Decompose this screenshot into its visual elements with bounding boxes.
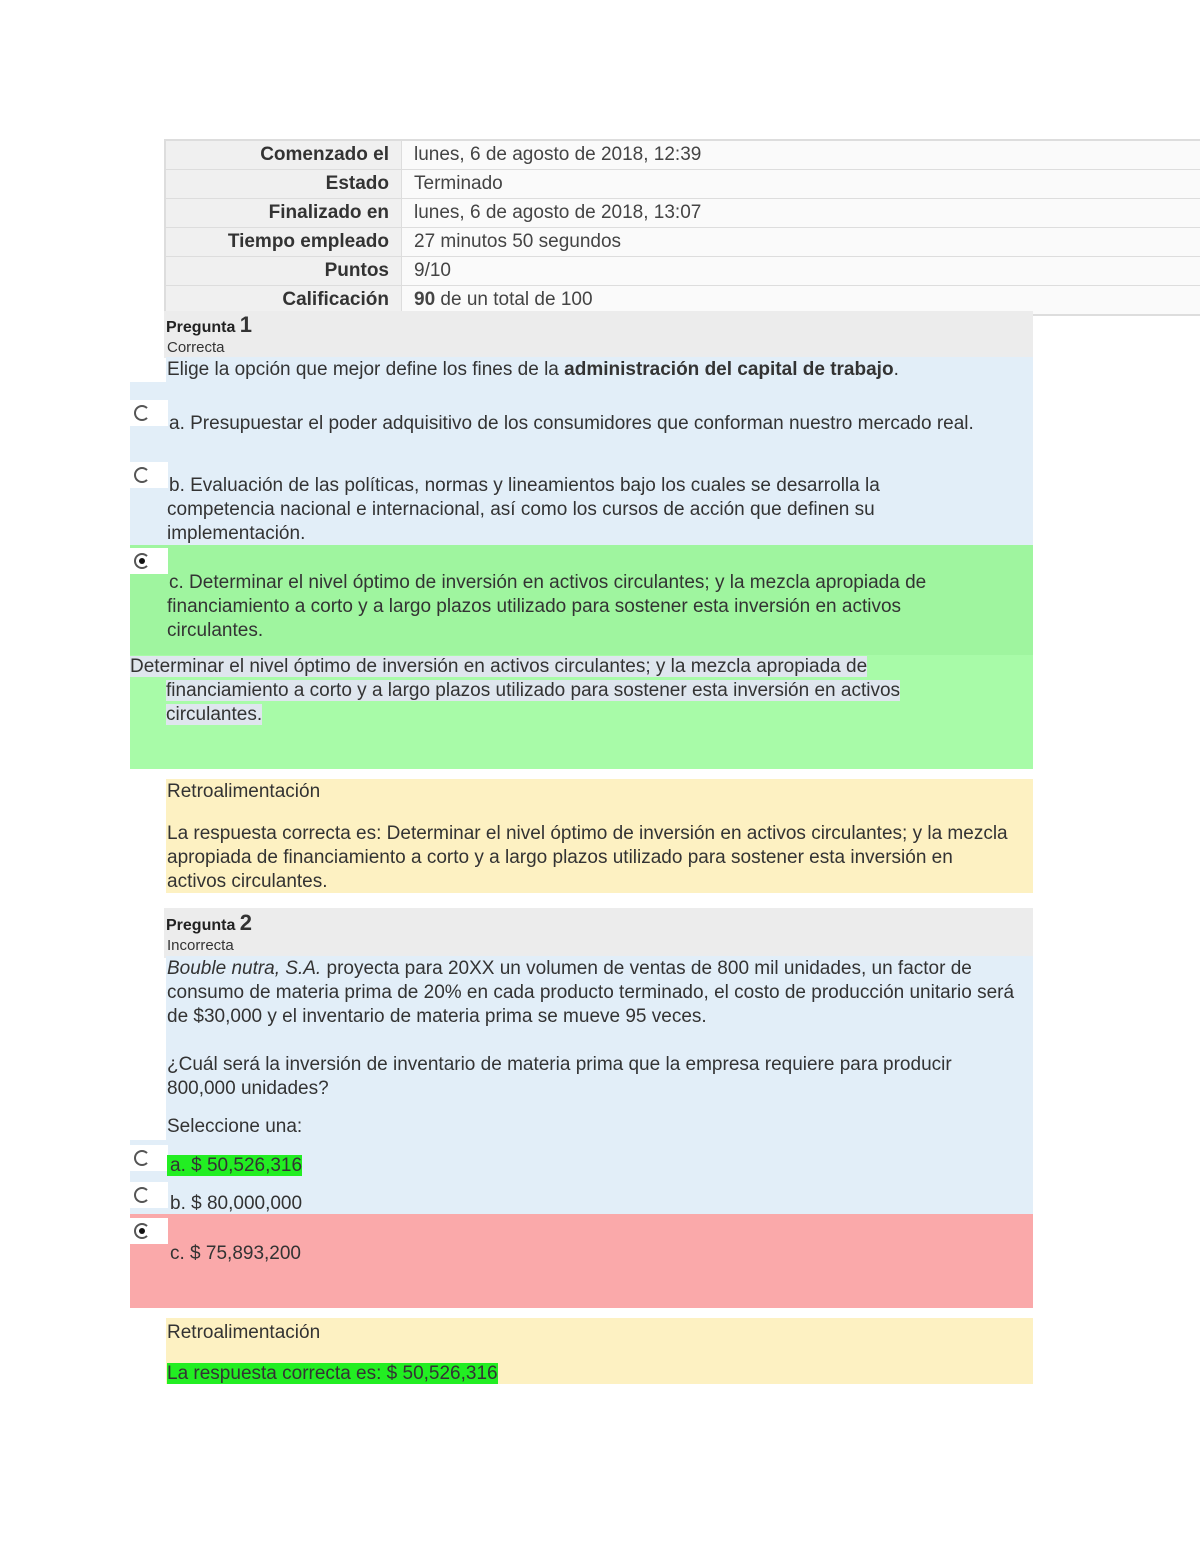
summary-value xyxy=(402,286,1200,314)
echo-line: circulantes. xyxy=(166,704,263,725)
summary-row-started xyxy=(166,141,1200,170)
question-2-header xyxy=(164,908,1033,958)
summary-row-time xyxy=(166,228,1200,257)
q1-feedback-title: Retroalimentación xyxy=(167,781,321,802)
q2-option-c-radio[interactable] xyxy=(130,1218,168,1244)
radio-ring-icon xyxy=(134,467,150,483)
q1-option-a[interactable]: a. Presupuestar el poder adquisitivo de los consumidores que conforman nuestro mercado real. xyxy=(169,413,974,434)
q2-option-b[interactable]: b. $ 80,000,000 xyxy=(170,1193,303,1214)
echo-line: financiamiento a corto y a largo plazos utilizado para sostener esta inversión en activos xyxy=(166,680,901,701)
q1-option-a-radio[interactable] xyxy=(130,400,168,426)
summary-label: Tiempo empleado xyxy=(166,228,402,256)
question-number: 2 xyxy=(239,910,253,935)
summary-label: Estado xyxy=(166,170,402,198)
q2-option-c[interactable]: c. $ 75,893,200 xyxy=(170,1243,301,1264)
summary-value: 9/10 xyxy=(402,257,1200,285)
summary-label: Puntos xyxy=(166,257,402,285)
summary-value: lunes, 6 de agosto de 2018, 13:07 xyxy=(402,199,1200,227)
question-2-state: Incorrecta xyxy=(167,937,234,954)
radio-ring-icon xyxy=(134,1187,150,1203)
prompt-text: Elige la opción que mejor define los fines de la xyxy=(167,359,565,380)
summary-row-state xyxy=(166,170,1200,199)
question-1-state: Correcta xyxy=(167,339,225,356)
correct-highlight: a. $ 50,526,316 xyxy=(167,1155,302,1176)
question-label: Pregunta xyxy=(166,917,236,934)
question-2-title xyxy=(166,910,252,939)
q1-option-b[interactable]: b. Evaluación de las políticas, normas y lineamientos bajo los cuales se desarrolla la competencia nacional e internacional, así como los cursos de acción que definen su implementación. xyxy=(167,475,880,544)
q2-feedback-title: Retroalimentación xyxy=(167,1322,321,1343)
radio-ring-icon xyxy=(134,1150,150,1166)
question-2-question: ¿Cuál será la inversión de inventario de materia prima que la empresa requiere para producir 800,000 unidades? xyxy=(167,1054,952,1099)
q1-option-c[interactable]: c. Determinar el nivel óptimo de inversión en activos circulantes; y la mezcla apropiada de financiamiento a corto y a largo plazos utilizado para sostener esta inversión en activos circulantes. xyxy=(167,572,927,641)
question-number: 1 xyxy=(239,312,253,337)
q1-option-c-radio[interactable] xyxy=(130,548,168,574)
summary-label: Finalizado en xyxy=(166,199,402,227)
q2-option-b-radio[interactable] xyxy=(130,1182,168,1208)
question-1-prompt xyxy=(167,358,1027,382)
q1-feedback-text: La respuesta correcta es: Determinar el nivel óptimo de inversión en activos circulantes; y la mezcla apropiada de financiamiento a corto y a largo plazos utilizado para sostener esta inversión en activos circulantes. xyxy=(167,823,1008,892)
grade-score: 90 xyxy=(414,289,436,310)
radio-dot-icon xyxy=(139,558,145,564)
q1-selected-echo xyxy=(130,655,1030,727)
summary-row-points xyxy=(166,257,1200,286)
radio-dot-icon xyxy=(139,1228,145,1234)
q2-option-a-radio[interactable] xyxy=(130,1145,168,1171)
summary-value: lunes, 6 de agosto de 2018, 12:39 xyxy=(402,141,1200,169)
radio-ring-icon xyxy=(134,405,150,421)
summary-row-grade xyxy=(166,286,1200,314)
summary-row-finished xyxy=(166,199,1200,228)
q2-feedback-text xyxy=(167,1362,498,1386)
prompt-end: . xyxy=(893,359,899,380)
echo-line: Determinar el nivel óptimo de inversión en activos circulantes; y la mezcla apropiada de xyxy=(130,656,868,677)
q2-option-a[interactable] xyxy=(167,1154,302,1178)
attempt-summary-table xyxy=(164,139,1200,316)
select-one-label: Seleccione una: xyxy=(167,1116,303,1137)
company-name: Bouble nutra, S.A. xyxy=(167,958,322,979)
prompt-text: proyecta para 20XX un volumen de ventas de 800 mil unidades, un factor de consumo de materia prima de 20% en cada producto terminado, el costo de producción unitario será de $30,000 y el inventario de materia prima se mueve 95 veces. xyxy=(167,958,1015,1027)
question-1-header xyxy=(164,311,1033,358)
correct-highlight: La respuesta correcta es: $ 50,526,316 xyxy=(167,1363,498,1384)
summary-label: Calificación xyxy=(166,286,402,314)
question-2-prompt xyxy=(167,957,1023,1029)
grade-total: de un total de 100 xyxy=(435,289,593,310)
prompt-bold-text: administración del capital de trabajo xyxy=(564,359,894,380)
q1-option-b-radio[interactable] xyxy=(130,462,168,488)
summary-value: 27 minutos 50 segundos xyxy=(402,228,1200,256)
question-label: Pregunta xyxy=(166,319,236,336)
summary-label: Comenzado el xyxy=(166,141,402,169)
question-1-title xyxy=(166,312,252,341)
summary-value: Terminado xyxy=(402,170,1200,198)
